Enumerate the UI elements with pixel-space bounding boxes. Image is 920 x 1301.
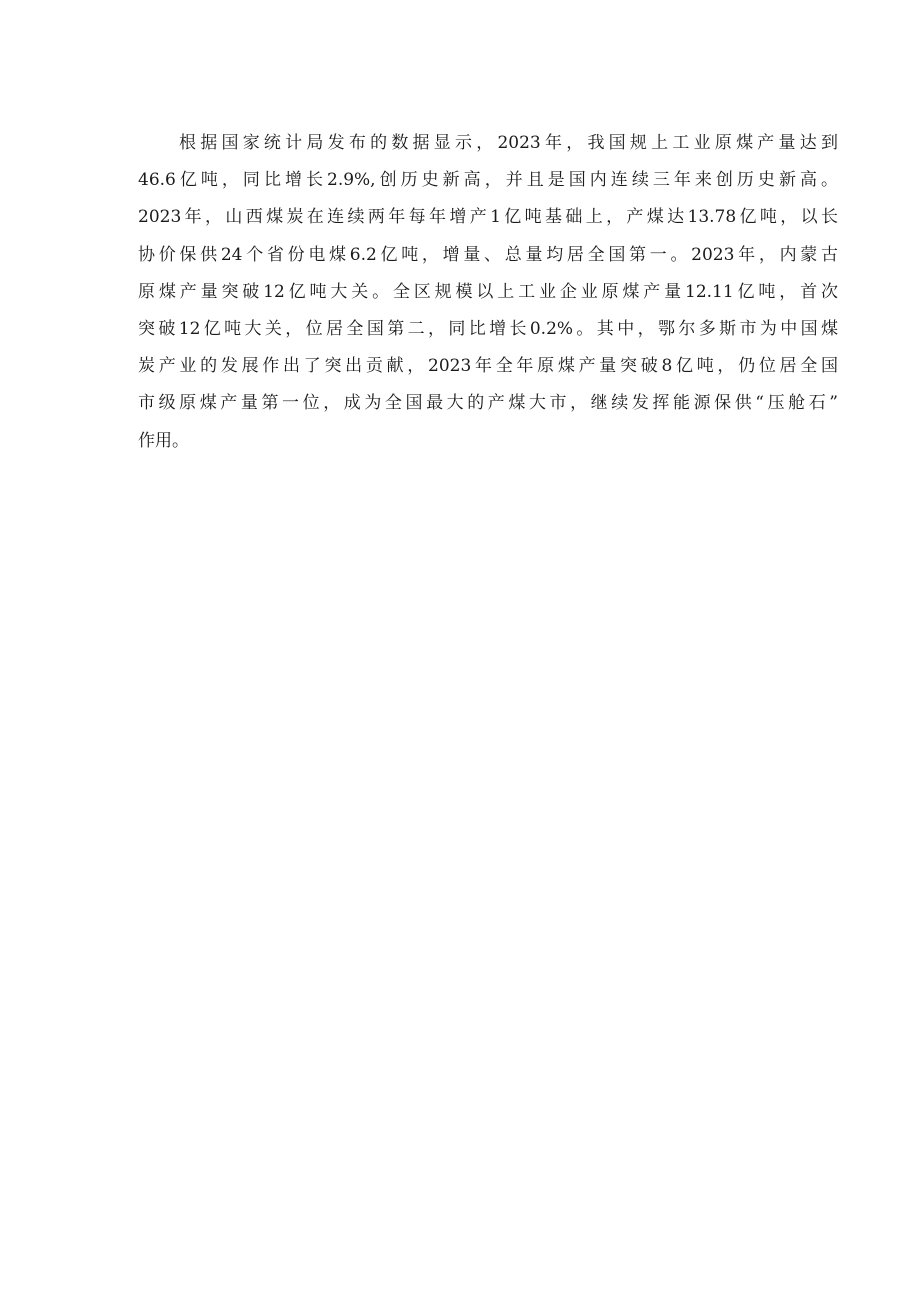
paragraph-line: 2023年，山西煤炭在连续两年每年增产1亿吨基础上，产煤达13.78亿吨，以长 <box>138 207 838 228</box>
paragraph-line: 46.6亿吨，同比增长2.9%,创历史新高，并且是国内连续三年来创历史新高。 <box>138 170 838 191</box>
paragraph-line: 协价保供24个省份电煤6.2亿吨，增量、总量均居全国第一。2023年，内蒙古 <box>138 244 838 265</box>
paragraph-line: 原煤产量突破12亿吨大关。全区规模以上工业企业原煤产量12.11亿吨，首次 <box>138 281 838 302</box>
paragraph-line: 根据国家统计局发布的数据显示，2023年，我国规上工业原煤产量达到 <box>179 133 838 153</box>
paragraph-line: 突破12亿吨大关，位居全国第二，同比增长0.2%。其中，鄂尔多斯市为中国煤 <box>138 318 838 339</box>
paragraph-line: 作用。 <box>138 430 189 451</box>
paragraph-line: 市级原煤产量第一位，成为全国最大的产煤大市，继续发挥能源保供“压舱石” <box>138 393 838 414</box>
paragraph-line: 炭产业的发展作出了突出贡献，2023年全年原煤产量突破8亿吨，仍位居全国 <box>138 356 838 377</box>
body-text <box>138 125 838 460</box>
paragraph <box>138 125 838 460</box>
